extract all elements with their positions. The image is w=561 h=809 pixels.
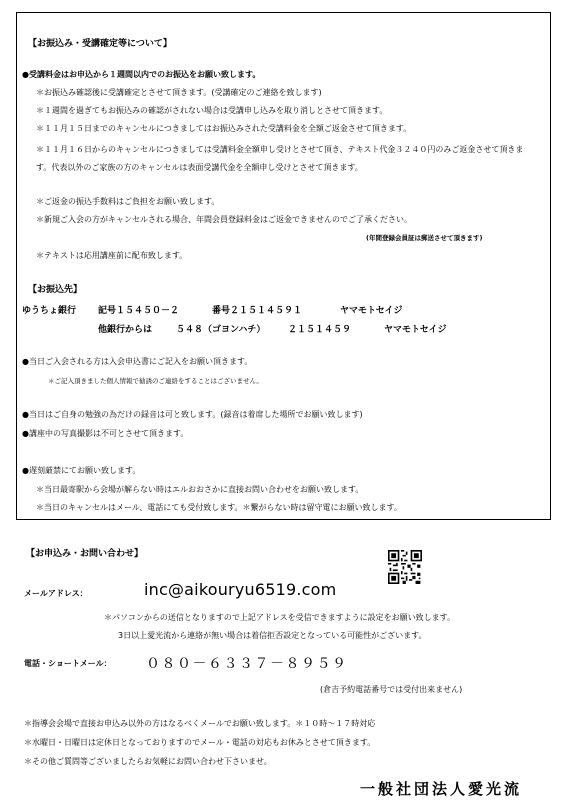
email-address[interactable]: inc@aikouryu6519.com xyxy=(144,580,337,599)
attendance-note-4a: ＊当日最寄駅から会場が解らない時はエルおおさかに直接お問い合わせをお願い致します。 xyxy=(36,485,364,494)
other-bank-number: ２１５１４５９ xyxy=(288,325,352,335)
phone-number[interactable]: ０８０－６３３７－８９５９ xyxy=(146,656,348,672)
attendance-bullet-2: ●当日はご自身の勉強の為だけの録音は可と致します。(録音は着席した場所でお願い致します) xyxy=(22,410,363,419)
attendance-bullet-3: ●講座中の写真撮影は不可とさせて頂きます。 xyxy=(22,429,189,438)
phone-note: (倉吉予約電話番号では受付出来ません) xyxy=(320,685,463,694)
footer-note-2: ＊水曜日・日曜日は定休日となっておりますのでメール・電話の対応もお休みとさせて頂きます。 xyxy=(24,738,376,747)
email-note-1: ＊パソコンからの送信となりますので上記アドレスを受信できますように設定をお願い致します。 xyxy=(104,613,455,622)
qr-code-icon xyxy=(388,550,422,584)
other-bank-label: 他銀行からは xyxy=(98,325,153,335)
other-bank-account-name: ヤマモトセイジ xyxy=(384,325,447,335)
phone-label: 電話・ショートメール： xyxy=(24,659,112,668)
payment-note-4: ＊１１月１６日からのキャンセルにつきましては受講料金全額申し受けとさせて頂き、テキスト代金３２４０円のみご返金させて頂きます。代表以外のご家族の方のキャンセルは表面受講代金を全額申し受けとさせて頂きます。 xyxy=(36,145,524,172)
footer-note-3: ＊その他ご質問等ございましたらお気軽にお問い合わせ下さいませ。 xyxy=(24,757,272,766)
payment-note-6-sub: (年間登録会員証は郵送させて頂きます) xyxy=(366,234,483,242)
payment-note-6: ＊新規ご入会の方がキャンセルされる場合、年間会員登録料金はご返金できませんのでご了承ください。 xyxy=(36,215,412,224)
payment-note-2: ＊１週間を過ぎてもお振込みの確認がされない場合は受講申し込みを取り消しとさせて頂きます。 xyxy=(36,106,388,115)
payment-note-1: ＊お振込み確認後に受講確定とさせて頂きます。(受講確定のご連絡を致します) xyxy=(36,88,322,97)
transfer-heading: 【お振込先】 xyxy=(28,285,83,295)
attendance-note-1: ＊ご記入頂きました個人情報で勧誘のご連絡をすることはございません。 xyxy=(48,377,263,385)
yucho-bank-label: ゆうちょ銀行 xyxy=(22,306,77,316)
payment-bullet-1: ●受講料金はお申込から１週間以内でのお振込をお願い致します。 xyxy=(22,70,261,79)
payment-note-7: ＊テキストは応用講座前に配布致します。 xyxy=(36,251,188,260)
payment-note-5: ＊ご返金の振込手数料はご負担をお願い致します。 xyxy=(36,197,220,206)
other-bank-code: ５４８（ゴヨンハチ） xyxy=(176,325,266,335)
payment-heading: 【お振込み・受講確定等について】 xyxy=(28,39,172,49)
attendance-bullet-4: ●遅刻厳禁にてお願い致します。 xyxy=(22,466,141,475)
yucho-code: 記号１５４５０－２ xyxy=(98,306,180,316)
attendance-note-4b: ＊当日のキャンセルはメール、電話にても受付致します。＊繋がらない時は留守電にお願い致します。 xyxy=(36,503,402,512)
organization-name: 一般社団法人愛光流 xyxy=(360,780,523,798)
payment-note-3: ＊１１月１５日までのキャンセルにつきましてはお振込みされた受講料金を全額ご返金させて頂きます。 xyxy=(36,124,412,133)
email-label: メールアドレス： xyxy=(24,589,88,598)
footer-note-1: ＊指導会会場で直接お申込み以外の方はなるべくメールでお願い致します。＊１０時～１７時対応 xyxy=(24,719,376,728)
contact-heading: 【お申込み・お問い合わせ】 xyxy=(26,549,144,559)
attendance-bullet-1: ●当日ご入会される方は入会申込書にご記入をお願い頂きます。 xyxy=(22,357,253,366)
yucho-number: 番号２１５１４５９１ xyxy=(212,306,303,316)
yucho-account-name: ヤマモトセイジ xyxy=(340,306,403,316)
email-note-2: 3日以上愛光流から連絡が無い場合は着信拒否設定となっている可能性がございます。 xyxy=(118,631,427,640)
